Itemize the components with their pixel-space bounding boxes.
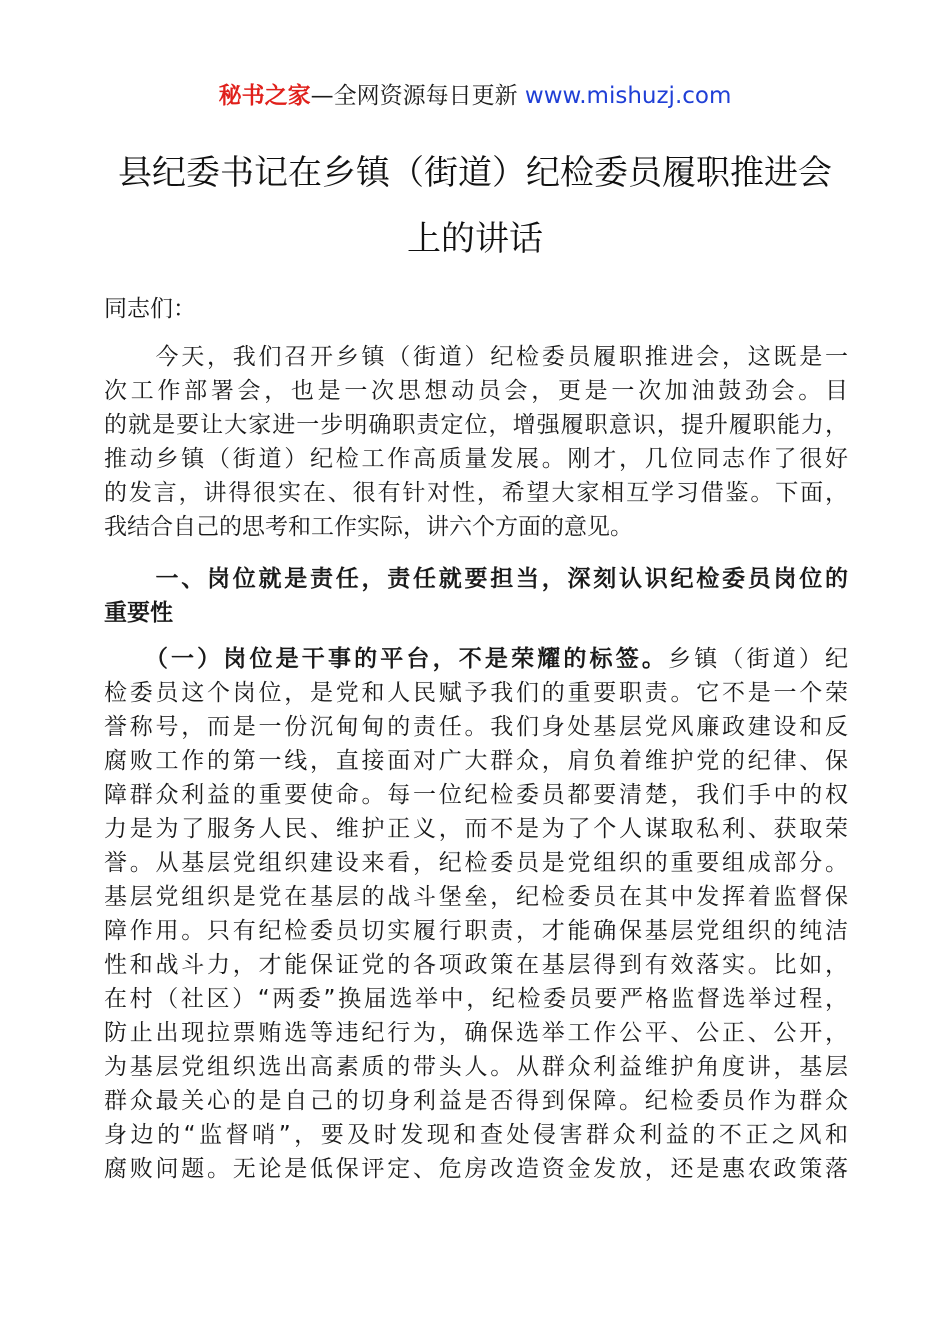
- paragraph-line: 为基层党组织选出高素质的带头人。从群众利益维护角度讲，基层: [104, 1054, 848, 1080]
- paragraph-line: 在村（社区）“两委”换届选举中，纪检委员要严格监督选举过程，: [104, 986, 848, 1012]
- paragraph-line: 推动乡镇（街道）纪检工作高质量发展。刚才，几位同志作了很好: [104, 446, 848, 472]
- subheading-bold: （一）岗位是干事的平台，不是荣耀的标签。: [104, 646, 669, 672]
- paragraph-line: 腐败工作的第一线，直接面对广大群众，肩负着维护党的纪律、保: [104, 748, 848, 774]
- paragraph-line: 防止出现拉票贿选等违纪行为，确保选举工作公平、公正、公开，: [104, 1020, 848, 1046]
- paragraph-line: 障作用。只有纪检委员切实履行职责，才能确保基层党组织的纯洁: [104, 918, 848, 944]
- paragraph-line: 次工作部署会，也是一次思想动员会，更是一次加油鼓劲会。目: [104, 378, 848, 404]
- paragraph-line: 性和战斗力，才能保证党的各项政策在基层得到有效落实。比如，: [104, 952, 848, 978]
- paragraph-line: 力是为了服务人民、维护正义，而不是为了个人谋取私利、获取荣: [104, 816, 848, 842]
- paragraph-line: 的就是要让大家进一步明确职责定位，增强履职意识，提升履职能力，: [104, 412, 848, 438]
- heading-line: 重要性: [104, 600, 173, 626]
- paragraph-line: 检委员这个岗位，是党和人民赋予我们的重要职责。它不是一个荣: [104, 680, 848, 706]
- title-line: 上的讲话: [407, 219, 543, 259]
- paragraph-line: 的发言，讲得很实在、很有针对性，希望大家相互学习借鉴。下面，: [104, 480, 848, 506]
- brand-name: 秘书之家: [218, 83, 311, 109]
- salutation-text: 同志们：: [104, 296, 196, 322]
- section-heading-1: [104, 562, 848, 630]
- paragraph-line: 今天，我们召开乡镇（街道）纪检委员履职推进会，这既是一: [104, 344, 848, 370]
- paragraph-section-1-1: [104, 642, 848, 1186]
- subheading-rest: 乡镇（街道）纪: [668, 646, 849, 672]
- title-line: 县纪委书记在乡镇（街道）纪检委员履职推进会: [118, 153, 832, 193]
- document-title: [60, 140, 890, 272]
- paragraph-first-line: [104, 642, 848, 676]
- salutation: [104, 292, 848, 326]
- paragraph-line: 群众最关心的是自己的切身利益是否得到保障。纪检委员作为群众: [104, 1088, 848, 1114]
- paragraph-line: 我结合自己的思考和工作实际，讲六个方面的意见。: [104, 514, 633, 540]
- paragraph-line: 障群众利益的重要使命。每一位纪检委员都要清楚，我们手中的权: [104, 782, 848, 808]
- paragraph-intro: [104, 340, 848, 544]
- paragraph-line: 腐败问题。无论是低保评定、危房改造资金发放，还是惠农政策落: [104, 1156, 848, 1182]
- header-tagline: —全网资源每日更新: [310, 83, 525, 109]
- paragraph-line: 基层党组织是党在基层的战斗堡垒，纪检委员在其中发挥着监督保: [104, 884, 848, 910]
- site-url-link[interactable]: www.mishuzj.com: [524, 83, 732, 109]
- heading-line: 一、岗位就是责任，责任就要担当，深刻认识纪检委员岗位的: [104, 566, 848, 592]
- site-header: [0, 80, 950, 112]
- paragraph-line: 誉。从基层党组织建设来看，纪检委员是党组织的重要组成部分。: [104, 850, 848, 876]
- paragraph-line: 誉称号，而是一份沉甸甸的责任。我们身处基层党风廉政建设和反: [104, 714, 848, 740]
- paragraph-line: 身边的“监督哨”，要及时发现和查处侵害群众利益的不正之风和: [104, 1122, 848, 1148]
